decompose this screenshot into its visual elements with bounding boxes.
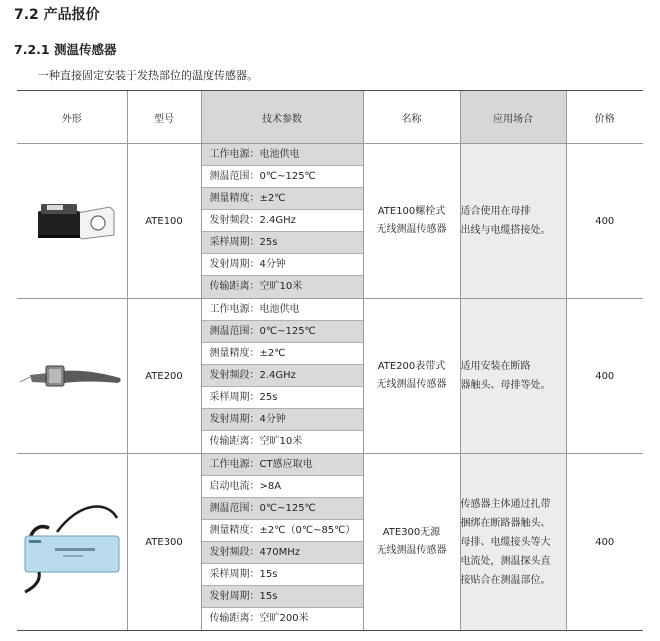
ate100-name (363, 144, 460, 299)
subsection-title: 7.2.1 测温传感器 (14, 42, 117, 57)
section-title: 7.2 产品报价 (14, 7, 100, 23)
param-item: 发射频段：2.4GHz (202, 210, 363, 232)
application-line: 传感器主体通过扎带 (460, 498, 551, 510)
param-item: 工作电源：电池供电 (202, 144, 363, 166)
ate300-params (201, 454, 363, 631)
ate300-application (460, 454, 566, 631)
param-item: 采样周期：15s (202, 564, 363, 586)
application-line: 适用安装在断路 (460, 361, 531, 372)
name-line: ATE300无源 (382, 527, 441, 538)
param-item: 工作电源：电池供电 (202, 299, 363, 321)
application-line: 适合使用在母排 (460, 206, 531, 217)
ate200-price: 400 (566, 299, 643, 454)
ate300-model: ATE300 (127, 454, 201, 631)
param-item: 工作电源：CT感应取电 (202, 454, 363, 476)
ate200-sensor-image (18, 356, 126, 396)
param-item: 发射周期：15s (202, 586, 363, 608)
param-item: 测量精度：±2℃（0℃~85℃） (202, 520, 363, 542)
table-row (17, 299, 643, 454)
ate300-price: 400 (566, 454, 643, 631)
param-item: 测温范围：0℃~125℃ (202, 321, 363, 343)
ate300-image-cell (17, 454, 127, 631)
name-line: ATE100螺栓式 (377, 206, 446, 217)
ate200-params (201, 299, 363, 454)
param-item: 采样周期：25s (202, 387, 363, 409)
header-price: 价格 (566, 91, 643, 144)
ate200-image-cell (17, 299, 127, 454)
param-item: 发射频段：470MHz (202, 542, 363, 564)
ate100-sensor-image (22, 191, 122, 251)
application-line: 器触头、母排等处。 (460, 380, 551, 391)
name-line: ATE200表带式 (377, 361, 446, 372)
param-item: 测量精度：±2℃ (202, 343, 363, 365)
name-line: 无线测温传感器 (376, 224, 447, 235)
ate100-price: 400 (566, 144, 643, 299)
param-item: 测温范围：0℃~125℃ (202, 166, 363, 188)
header-tech-params: 技术参数 (201, 91, 363, 144)
ate200-name (363, 299, 460, 454)
param-item: 启动电流：>8A (202, 476, 363, 498)
param-item: 测温范围：0℃~125℃ (202, 498, 363, 520)
param-item: 测量精度：±2℃ (202, 188, 363, 210)
ate300-sensor-image (19, 488, 125, 596)
header-name: 名称 (363, 91, 460, 144)
ate300-name (363, 454, 460, 631)
application-line: 母排、电缆接头等大 (460, 536, 551, 548)
intro-text: 一种直接固定安装于发热部位的温度传感器。 (38, 69, 258, 82)
ate200-model: ATE200 (127, 299, 201, 454)
ate100-params (201, 144, 363, 299)
application-line: 捆绑在断路器触头、 (460, 517, 551, 529)
name-line: 无线测温传感器 (376, 379, 447, 390)
application-line: 电流处，测温探头直 (460, 555, 551, 567)
application-line: 接贴合在测温部位。 (460, 574, 551, 586)
product-price-table (17, 90, 643, 631)
param-item: 传输距离：空旷200米 (209, 613, 309, 624)
param-item: 传输距离：空旷10米 (209, 436, 303, 447)
table-row (17, 454, 643, 631)
param-item: 发射周期：4分钟 (202, 254, 363, 276)
table-header-row (17, 91, 643, 144)
ate100-model: ATE100 (127, 144, 201, 299)
ate200-application (460, 299, 566, 454)
application-line: 出线与电缆搭接处。 (460, 225, 551, 236)
param-item: 采样周期：25s (202, 232, 363, 254)
param-item: 发射周期：4分钟 (202, 409, 363, 431)
ate100-image-cell (17, 144, 127, 299)
name-line: 无线测温传感器 (376, 545, 447, 556)
param-item: 发射频段：2.4GHz (202, 365, 363, 387)
header-application: 应用场合 (460, 91, 566, 144)
header-model: 型号 (127, 91, 201, 144)
header-appearance: 外形 (17, 91, 127, 144)
table-row (17, 144, 643, 299)
param-item: 传输距离：空旷10米 (202, 276, 363, 298)
ate100-application (460, 144, 566, 299)
